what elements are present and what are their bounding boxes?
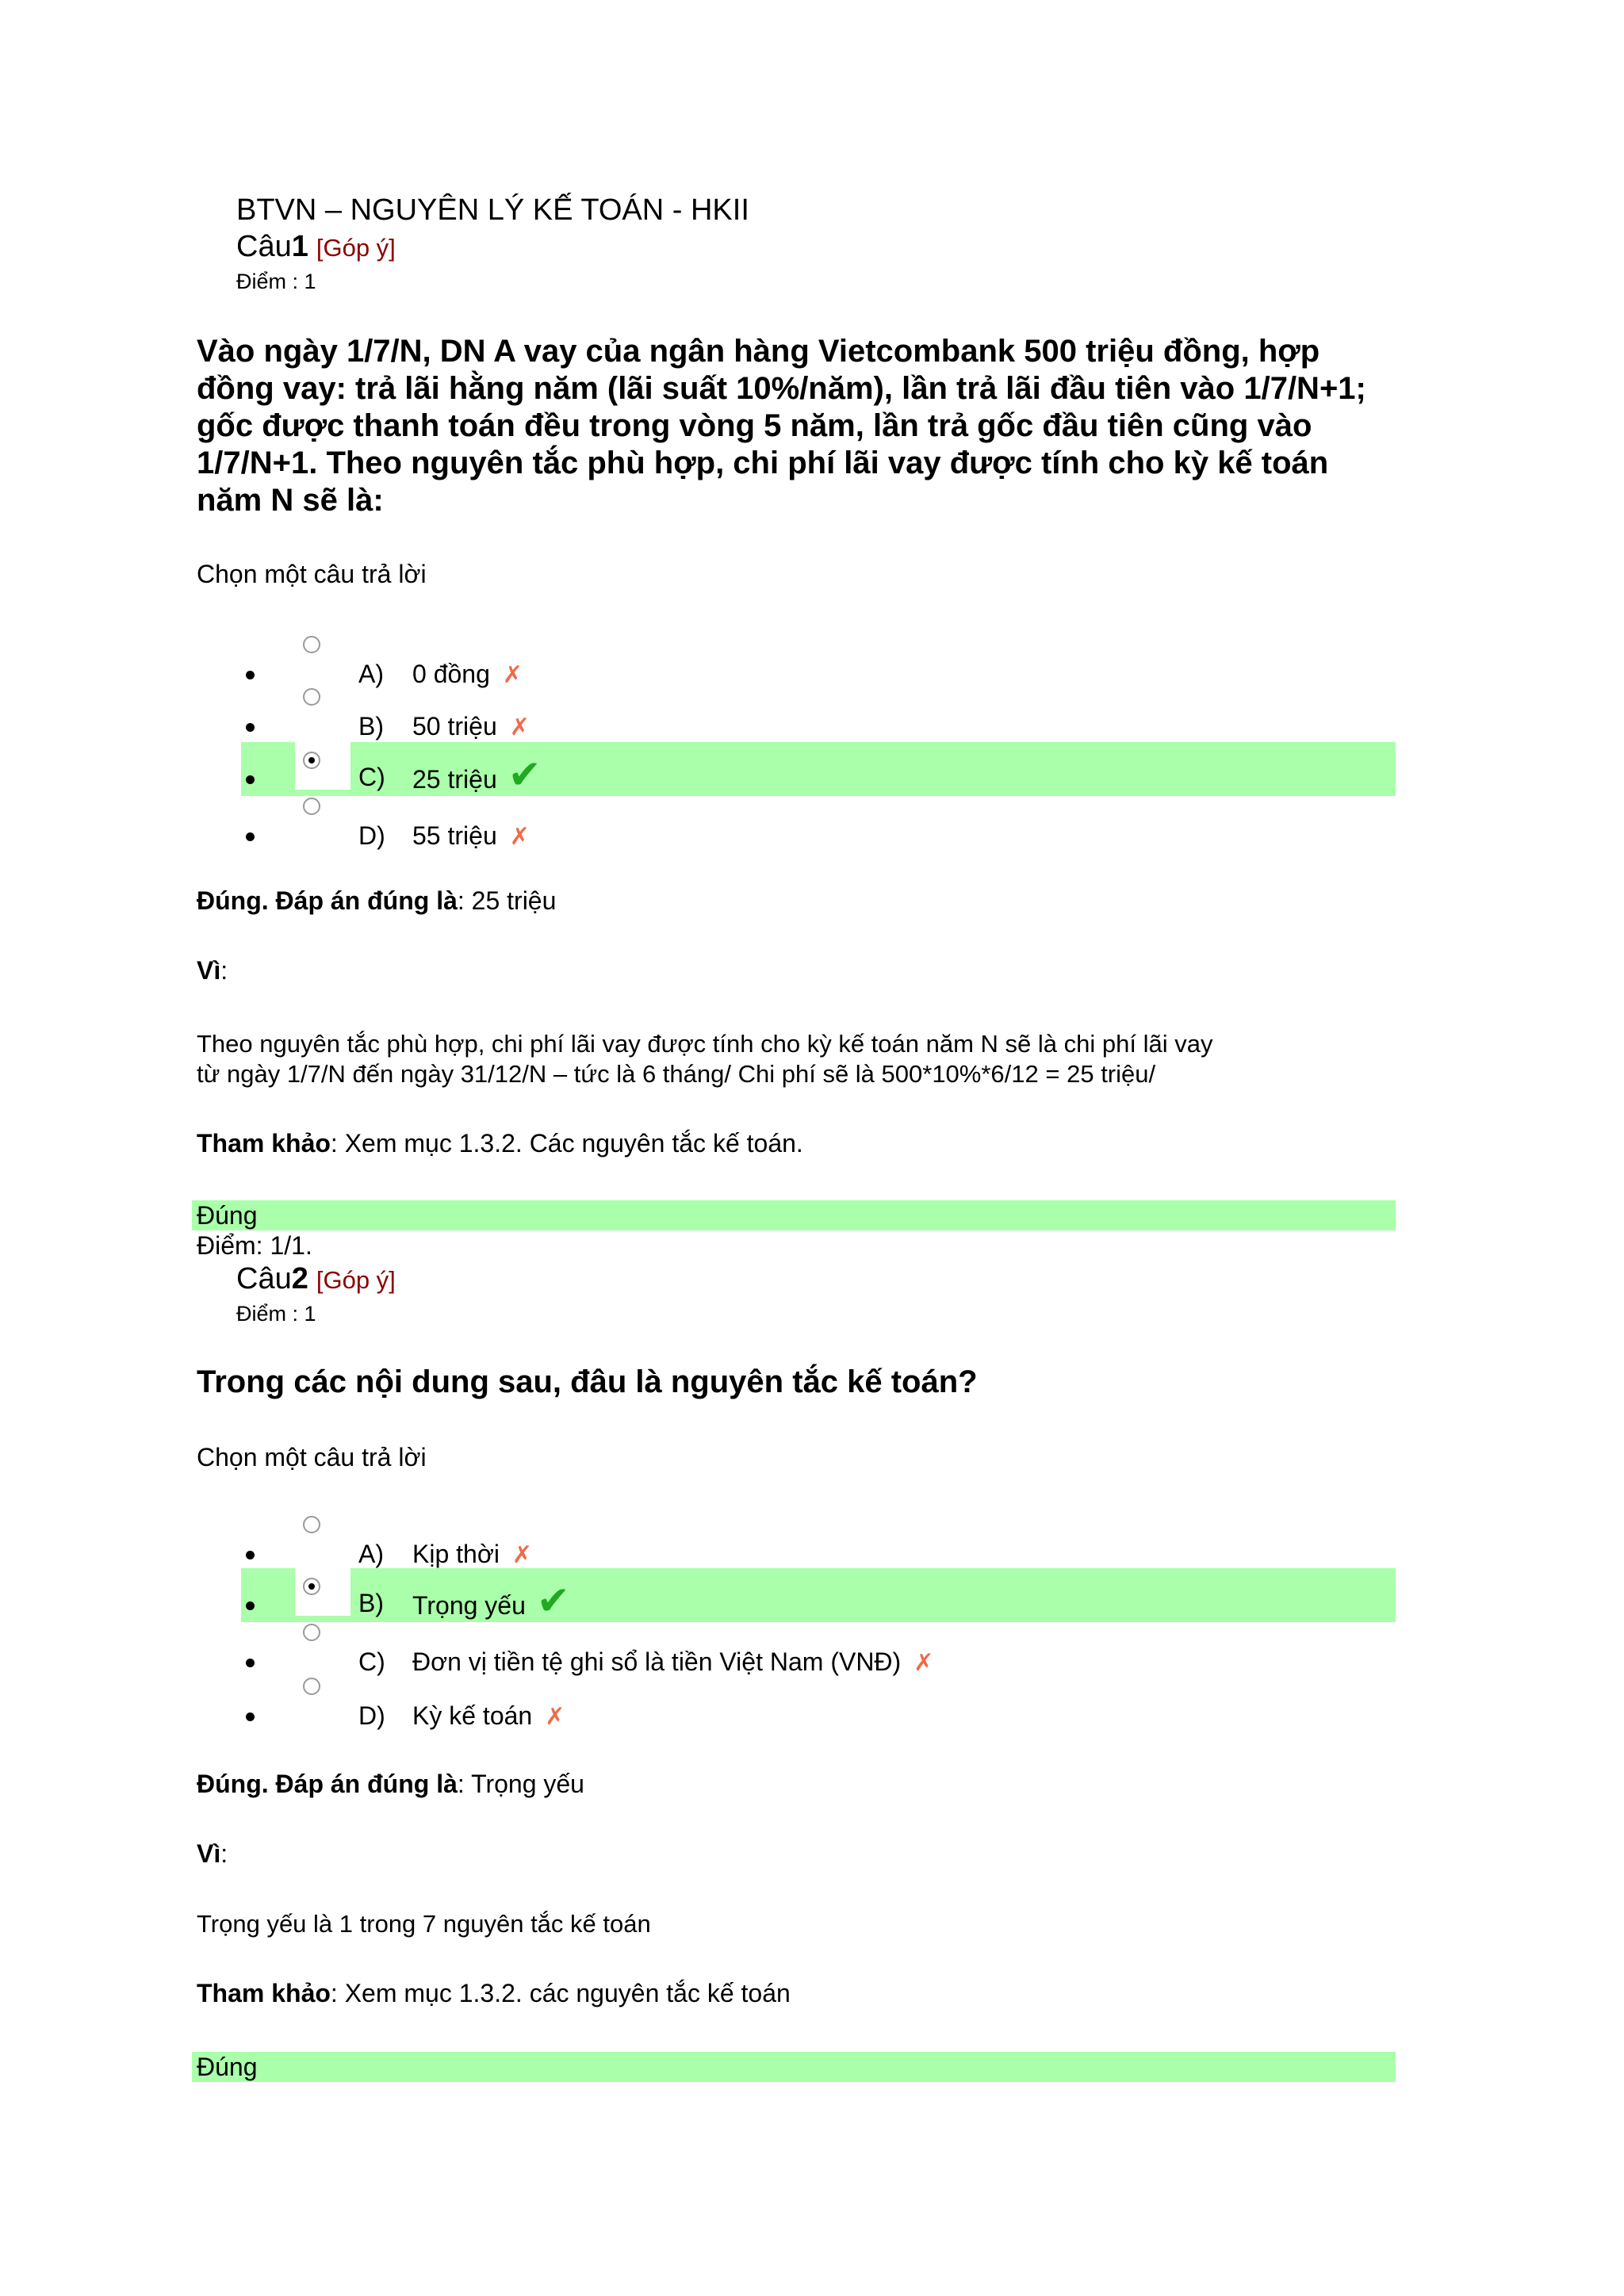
incorrect-icon: ✗ [509,824,530,850]
incorrect-icon: ✗ [545,1704,565,1730]
check-icon: ✔ [536,1578,570,1623]
question-text: Vào ngày 1/7/N, DN A vay của ngân hàng Vietcombank 500 triệu đồng, hợp đồng vay: trả lãi hằng năm (lãi suất 10%/năm), lần trả lãi đầu tiên vào 1/7/N+1; gốc được thanh toán đều trong vòng 5 năm, lần trả gốc đầu tiên cũng vào 1/7/N+1. Theo nguyên tắc phù hợp, chi phí lãi vay được tính cho kỳ kế toán năm N sẽ là: [197,334,1366,518]
radio-button-checked[interactable] [303,1578,320,1595]
radio-button[interactable] [303,1678,320,1695]
radio-button-checked[interactable] [303,752,320,769]
correct-answer-label: Đúng. Đáp án đúng là [197,1770,458,1798]
option-letter: B) [358,1589,384,1617]
page-title: BTVN – NGUYÊN LÝ KẾ TOÁN - HKII [236,193,749,227]
question-label: Câu [236,1262,292,1295]
reference-line [197,1129,803,1158]
answer-prompt: Chọn một câu trả lời [197,1443,427,1471]
incorrect-icon: ✗ [914,1650,934,1676]
reference-label: Tham khảo [197,1979,331,2007]
option-text: Trọng yếu ✔ [412,1578,570,1623]
correct-answer-line [197,886,556,916]
bullet [246,671,255,679]
reason-label: Vì [197,956,221,985]
option-letter: D) [358,821,385,850]
radio-button[interactable] [303,636,320,653]
score-line: Điểm: 1/1. [197,1231,312,1260]
option-letter: D) [358,1701,385,1730]
option-letter: A) [358,660,384,688]
option-letter: A) [358,1540,384,1568]
incorrect-icon: ✗ [502,662,523,688]
correct-answer-value: : 25 triệu [457,886,557,915]
bullet [246,775,255,784]
radio-button[interactable] [303,1624,320,1641]
bullet [246,1551,255,1559]
bullet [246,1659,255,1667]
answer-prompt: Chọn một câu trả lời [197,560,427,588]
reference-value: : Xem mục 1.3.2. Các nguyên tắc kế toán. [330,1129,803,1158]
correct-answer-label: Đúng. Đáp án đúng là [197,886,458,915]
question-label: Câu [236,230,292,263]
incorrect-icon: ✗ [511,1542,533,1568]
option-text: 55 triệu ✗ [412,821,530,850]
reference-label: Tham khảo [197,1129,331,1158]
feedback-link[interactable]: [Góp ý] [316,234,396,262]
option-row-selected[interactable] [241,742,1396,796]
explanation-line: Trọng yếu là 1 trong 7 nguyên tắc kế toán [197,1910,651,1938]
option-text: Kịp thời ✗ [412,1540,533,1568]
feedback-link[interactable]: [Góp ý] [316,1266,396,1294]
option-row-selected[interactable] [241,1568,1396,1622]
option-text: 25 triệu ✔ [412,752,542,797]
option-text: Đơn vị tiền tệ ghi sổ là tiền Việt Nam (VNĐ) ✗ [412,1647,934,1676]
incorrect-icon: ✗ [509,714,530,740]
explanation-line: từ ngày 1/7/N đến ngày 31/12/N – tức là 6 tháng/ Chi phí sẽ là 500*10%*6/12 = 25 triệu/ [197,1060,1156,1088]
option-text: Kỳ kế toán ✗ [412,1701,565,1730]
option-letter: C) [358,763,385,791]
question-points: Điểm : 1 [236,270,316,293]
option-text: 50 triệu ✗ [412,712,530,740]
reference-value: : Xem mục 1.3.2. các nguyên tắc kế toán [330,1979,791,2007]
bullet [246,832,255,841]
reason-label-line: Vì: [197,1839,228,1868]
bullet [246,1712,255,1721]
option-letter: B) [358,712,384,740]
reason-label: Vì [197,1839,221,1868]
option-letter: C) [358,1647,385,1676]
check-icon: ✔ [508,752,542,797]
reason-label-line: Vì: [197,956,228,985]
correct-answer-line [197,1770,584,1799]
result-bar: Đúng [192,2052,1396,2082]
option-row[interactable] [241,649,1396,702]
radio-button[interactable] [303,1516,320,1533]
radio-button[interactable] [303,688,320,706]
option-text: 0 đồng ✗ [412,660,523,688]
question-number: 1 [291,230,308,263]
reference-line [197,1979,791,2008]
result-bar: Đúng [192,1200,1396,1230]
option-row[interactable] [241,810,1396,864]
question-points: Điểm : 1 [236,1302,316,1326]
bullet [246,1601,255,1610]
explanation-line: Theo nguyên tắc phù hợp, chi phí lãi vay được tính cho kỳ kế toán năm N sẽ là chi phí lãi vay [197,1030,1213,1058]
bullet [246,723,255,732]
option-row[interactable] [241,1636,1396,1690]
radio-button[interactable] [303,798,320,815]
correct-answer-value: : Trọng yếu [457,1770,584,1798]
option-row[interactable] [241,1690,1396,1744]
question-1-header [236,230,396,264]
question-number: 2 [291,1262,308,1295]
question-text: Trong các nội dung sau, đâu là nguyên tắc kế toán? [197,1364,978,1399]
question-2-header [236,1262,396,1296]
